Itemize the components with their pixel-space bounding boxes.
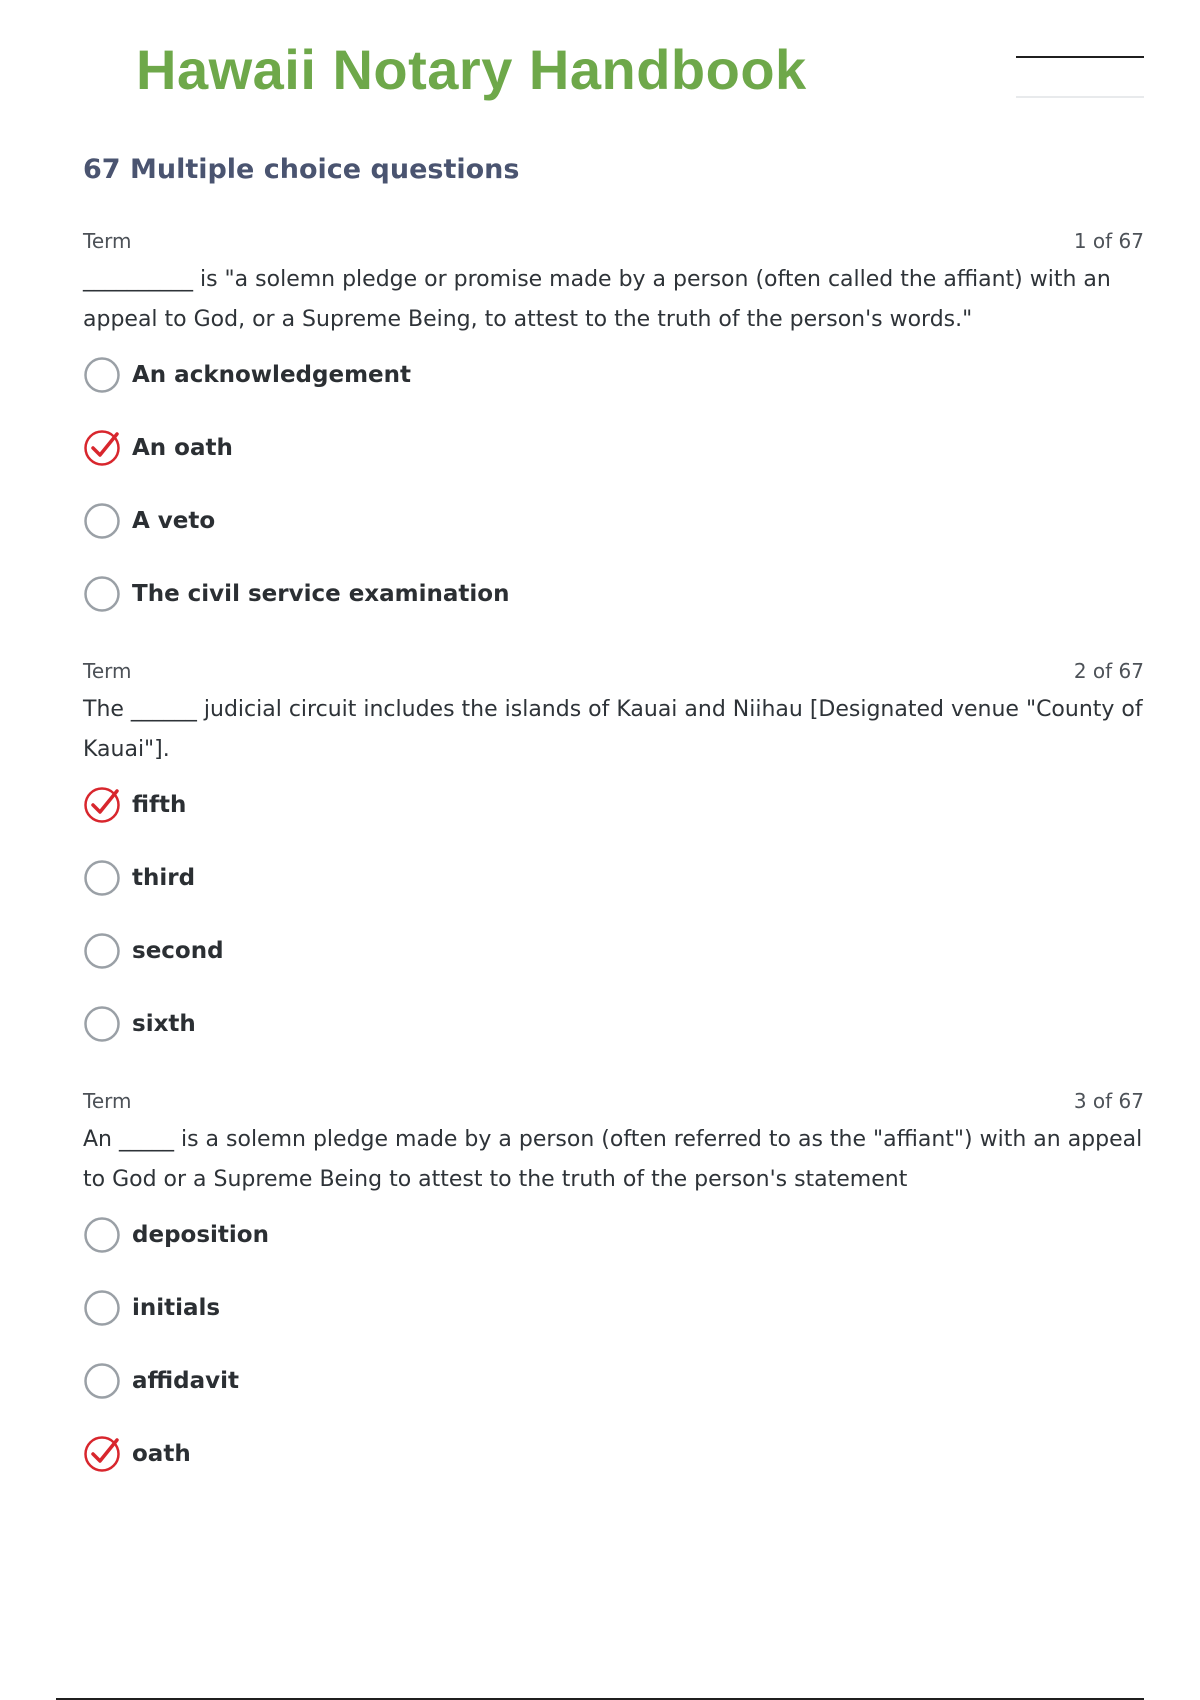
- answer-option[interactable]: [83, 786, 1144, 859]
- question-header: [83, 226, 1144, 256]
- radio-unchecked-icon[interactable]: [83, 1216, 121, 1254]
- radio-unchecked-icon[interactable]: [83, 932, 121, 970]
- question-prompt: An _____ is a solemn pledge made by a person (often referred to as the "affiant") with an appeal to God or a Supreme Being to attest to the truth of the person's statement: [83, 1127, 1143, 1192]
- answer-option-label: third: [132, 865, 196, 891]
- radio-unchecked-icon[interactable]: [83, 1005, 121, 1043]
- checkmark-icon: [93, 434, 117, 455]
- header-rule-faint: [1016, 96, 1144, 98]
- answer-option[interactable]: [83, 859, 1144, 932]
- question-prompt: The ______ judicial circuit includes the islands of Kauai and Niihau [Designated venue "County of Kauai"].: [83, 697, 1143, 762]
- answer-option-label: initials: [132, 1295, 221, 1321]
- answer-option[interactable]: [83, 575, 1144, 648]
- answer-option[interactable]: [83, 1289, 1144, 1362]
- answer-option-label: oath: [132, 1441, 191, 1467]
- checkmark-icon: [93, 791, 117, 812]
- radio-checked-icon[interactable]: [83, 1435, 121, 1473]
- answer-option-label: An oath: [132, 435, 233, 461]
- question-prompt: __________ is "a solemn pledge or promise made by a person (often called the affiant) with an appeal to God, or a Supreme Being, to attest to the truth of the person's words.": [83, 267, 1111, 332]
- answer-option-label: A veto: [132, 508, 216, 534]
- question-label: Term: [83, 1089, 132, 1113]
- question-counter: 2 of 67: [1073, 659, 1144, 683]
- question-set-heading: 67 Multiple choice questions: [83, 154, 520, 185]
- question-card-2: [83, 656, 1144, 1078]
- answer-option[interactable]: [83, 356, 1144, 429]
- radio-unchecked-icon[interactable]: [83, 502, 121, 540]
- answer-option-label: An acknowledgement: [132, 362, 411, 388]
- answer-option[interactable]: [83, 1435, 1144, 1508]
- radio-unchecked-icon[interactable]: [83, 356, 121, 394]
- radio-unchecked-icon[interactable]: [83, 575, 121, 613]
- document-title: Hawaii Notary Handbook: [136, 38, 807, 101]
- question-label: Term: [83, 229, 132, 253]
- answer-options: [83, 356, 1144, 648]
- answer-option-label: affidavit: [132, 1368, 240, 1394]
- radio-checked-icon[interactable]: [83, 429, 121, 467]
- checkmark-icon: [93, 1440, 117, 1461]
- answer-option-label: deposition: [132, 1222, 269, 1248]
- answer-option-label: The civil service examination: [132, 581, 510, 607]
- question-counter: 3 of 67: [1073, 1089, 1144, 1113]
- radio-unchecked-icon[interactable]: [83, 1362, 121, 1400]
- answer-option-label: sixth: [132, 1011, 196, 1037]
- question-header: [83, 656, 1144, 686]
- radio-checked-icon[interactable]: [83, 786, 121, 824]
- question-header: [83, 1086, 1144, 1116]
- answer-option[interactable]: [83, 502, 1144, 575]
- answer-option[interactable]: [83, 1216, 1144, 1289]
- radio-unchecked-icon[interactable]: [83, 1289, 121, 1327]
- question-counter: 1 of 67: [1073, 229, 1144, 253]
- answer-option[interactable]: [83, 932, 1144, 1005]
- answer-options: [83, 1216, 1144, 1508]
- answer-options: [83, 786, 1144, 1078]
- answer-option[interactable]: [83, 1005, 1144, 1078]
- question-label: Term: [83, 659, 132, 683]
- answer-option-label: second: [132, 938, 224, 964]
- question-card-1: [83, 226, 1144, 648]
- question-card-3: [83, 1086, 1144, 1508]
- radio-unchecked-icon[interactable]: [83, 859, 121, 897]
- answer-option[interactable]: [83, 429, 1144, 502]
- header-rule: [1016, 56, 1144, 58]
- answer-option-label: fifth: [132, 792, 187, 818]
- answer-option[interactable]: [83, 1362, 1144, 1435]
